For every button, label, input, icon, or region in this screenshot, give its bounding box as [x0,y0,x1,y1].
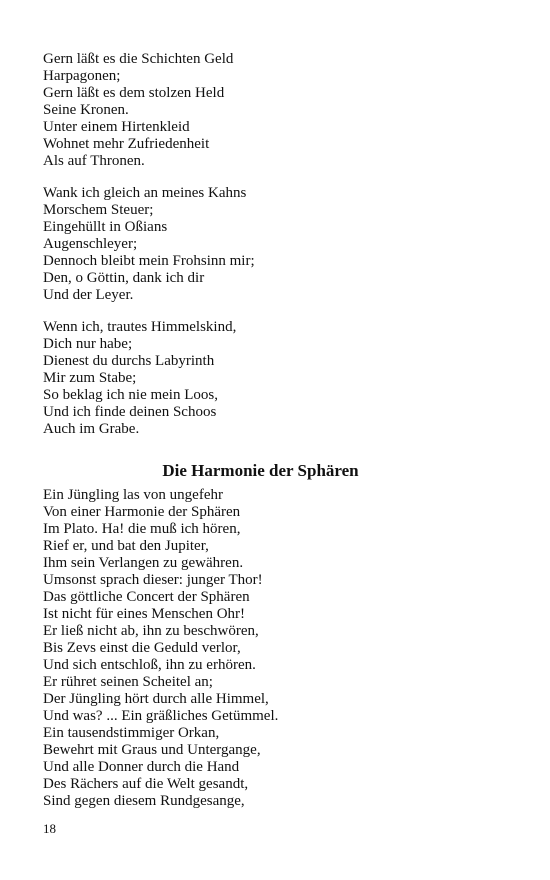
page-number: 18 [43,821,56,836]
verse-line: Er rühret seinen Scheitel an; [43,674,213,690]
verse-line: Dich nur habe; [43,336,133,352]
verse-line: Des Rächers auf die Welt gesandt, [43,776,249,792]
verse-line: Seine Kronen. [43,102,129,118]
verse-line: Der Jüngling hört durch alle Himmel, [43,691,269,707]
verse-line: Im Plato. Ha! die muß ich hören, [43,521,241,537]
verse-line: Wenn ich, trautes Himmelskind, [43,319,237,335]
verse-line: Umsonst sprach dieser: junger Thor! [43,572,263,588]
verse-line: Als auf Thronen. [43,153,145,169]
verse-line: Morschem Steuer; [43,202,154,218]
verse-line: Ein tausendstimmiger Orkan, [43,725,220,741]
verse-line: So beklag ich nie mein Loos, [43,387,218,403]
verse-line: Und ich finde deinen Schoos [43,404,217,420]
verse-line: Augenschleyer; [43,236,138,252]
stanza-2 [43,185,513,304]
verse-line: Bewehrt mit Graus und Untergange, [43,742,261,758]
verse-line: Und der Leyer. [43,287,134,303]
verse-line: Wohnet mehr Zufriedenheit [43,136,210,152]
verse-line: Gern läßt es dem stolzen Held [43,85,225,101]
verse-line: Er ließ nicht ab, ihn zu beschwören, [43,623,259,639]
verse-line: Und was? ... Ein gräßliches Getümmel. [43,708,279,724]
verse-line: Bis Zevs einst die Geduld verlor, [43,640,241,656]
verse-line: Unter einem Hirtenkleid [43,119,190,135]
verse-line: Ein Jüngling las von ungefehr [43,487,223,503]
verse-line: Ihm sein Verlangen zu gewähren. [43,555,244,571]
verse-line: Harpagonen; [43,68,121,84]
verse-line: Dienest du durchs Labyrinth [43,353,215,369]
verse-line: Dennoch bleibt mein Frohsinn mir; [43,253,255,269]
verse-line: Ist nicht für eines Menschen Ohr! [43,606,246,622]
verse-line: Und sich entschloß, ihn zu erhören. [43,657,256,673]
verse-line: Sind gegen diesem Rundgesange, [43,793,245,809]
verse-line: Und alle Donner durch die Hand [43,759,240,775]
verse-line: Auch im Grabe. [43,421,140,437]
poem-title: Die Harmonie der Sphären [162,461,359,480]
verse-line: Rief er, und bat den Jupiter, [43,538,209,554]
verse-line: Den, o Göttin, dank ich dir [43,270,205,286]
stanza-1 [43,51,513,170]
verse-line: Gern läßt es die Schichten Geld [43,51,234,67]
verse-line: Das göttliche Concert der Sphären [43,589,250,605]
verse-line: Wank ich gleich an meines Kahns [43,185,247,201]
verse-line: Mir zum Stabe; [43,370,137,386]
verse-line: Eingehüllt in Oßians [43,219,168,235]
poem-body [43,487,513,810]
verse-line: Von einer Harmonie der Sphären [43,504,241,520]
stanza-3 [43,319,513,438]
